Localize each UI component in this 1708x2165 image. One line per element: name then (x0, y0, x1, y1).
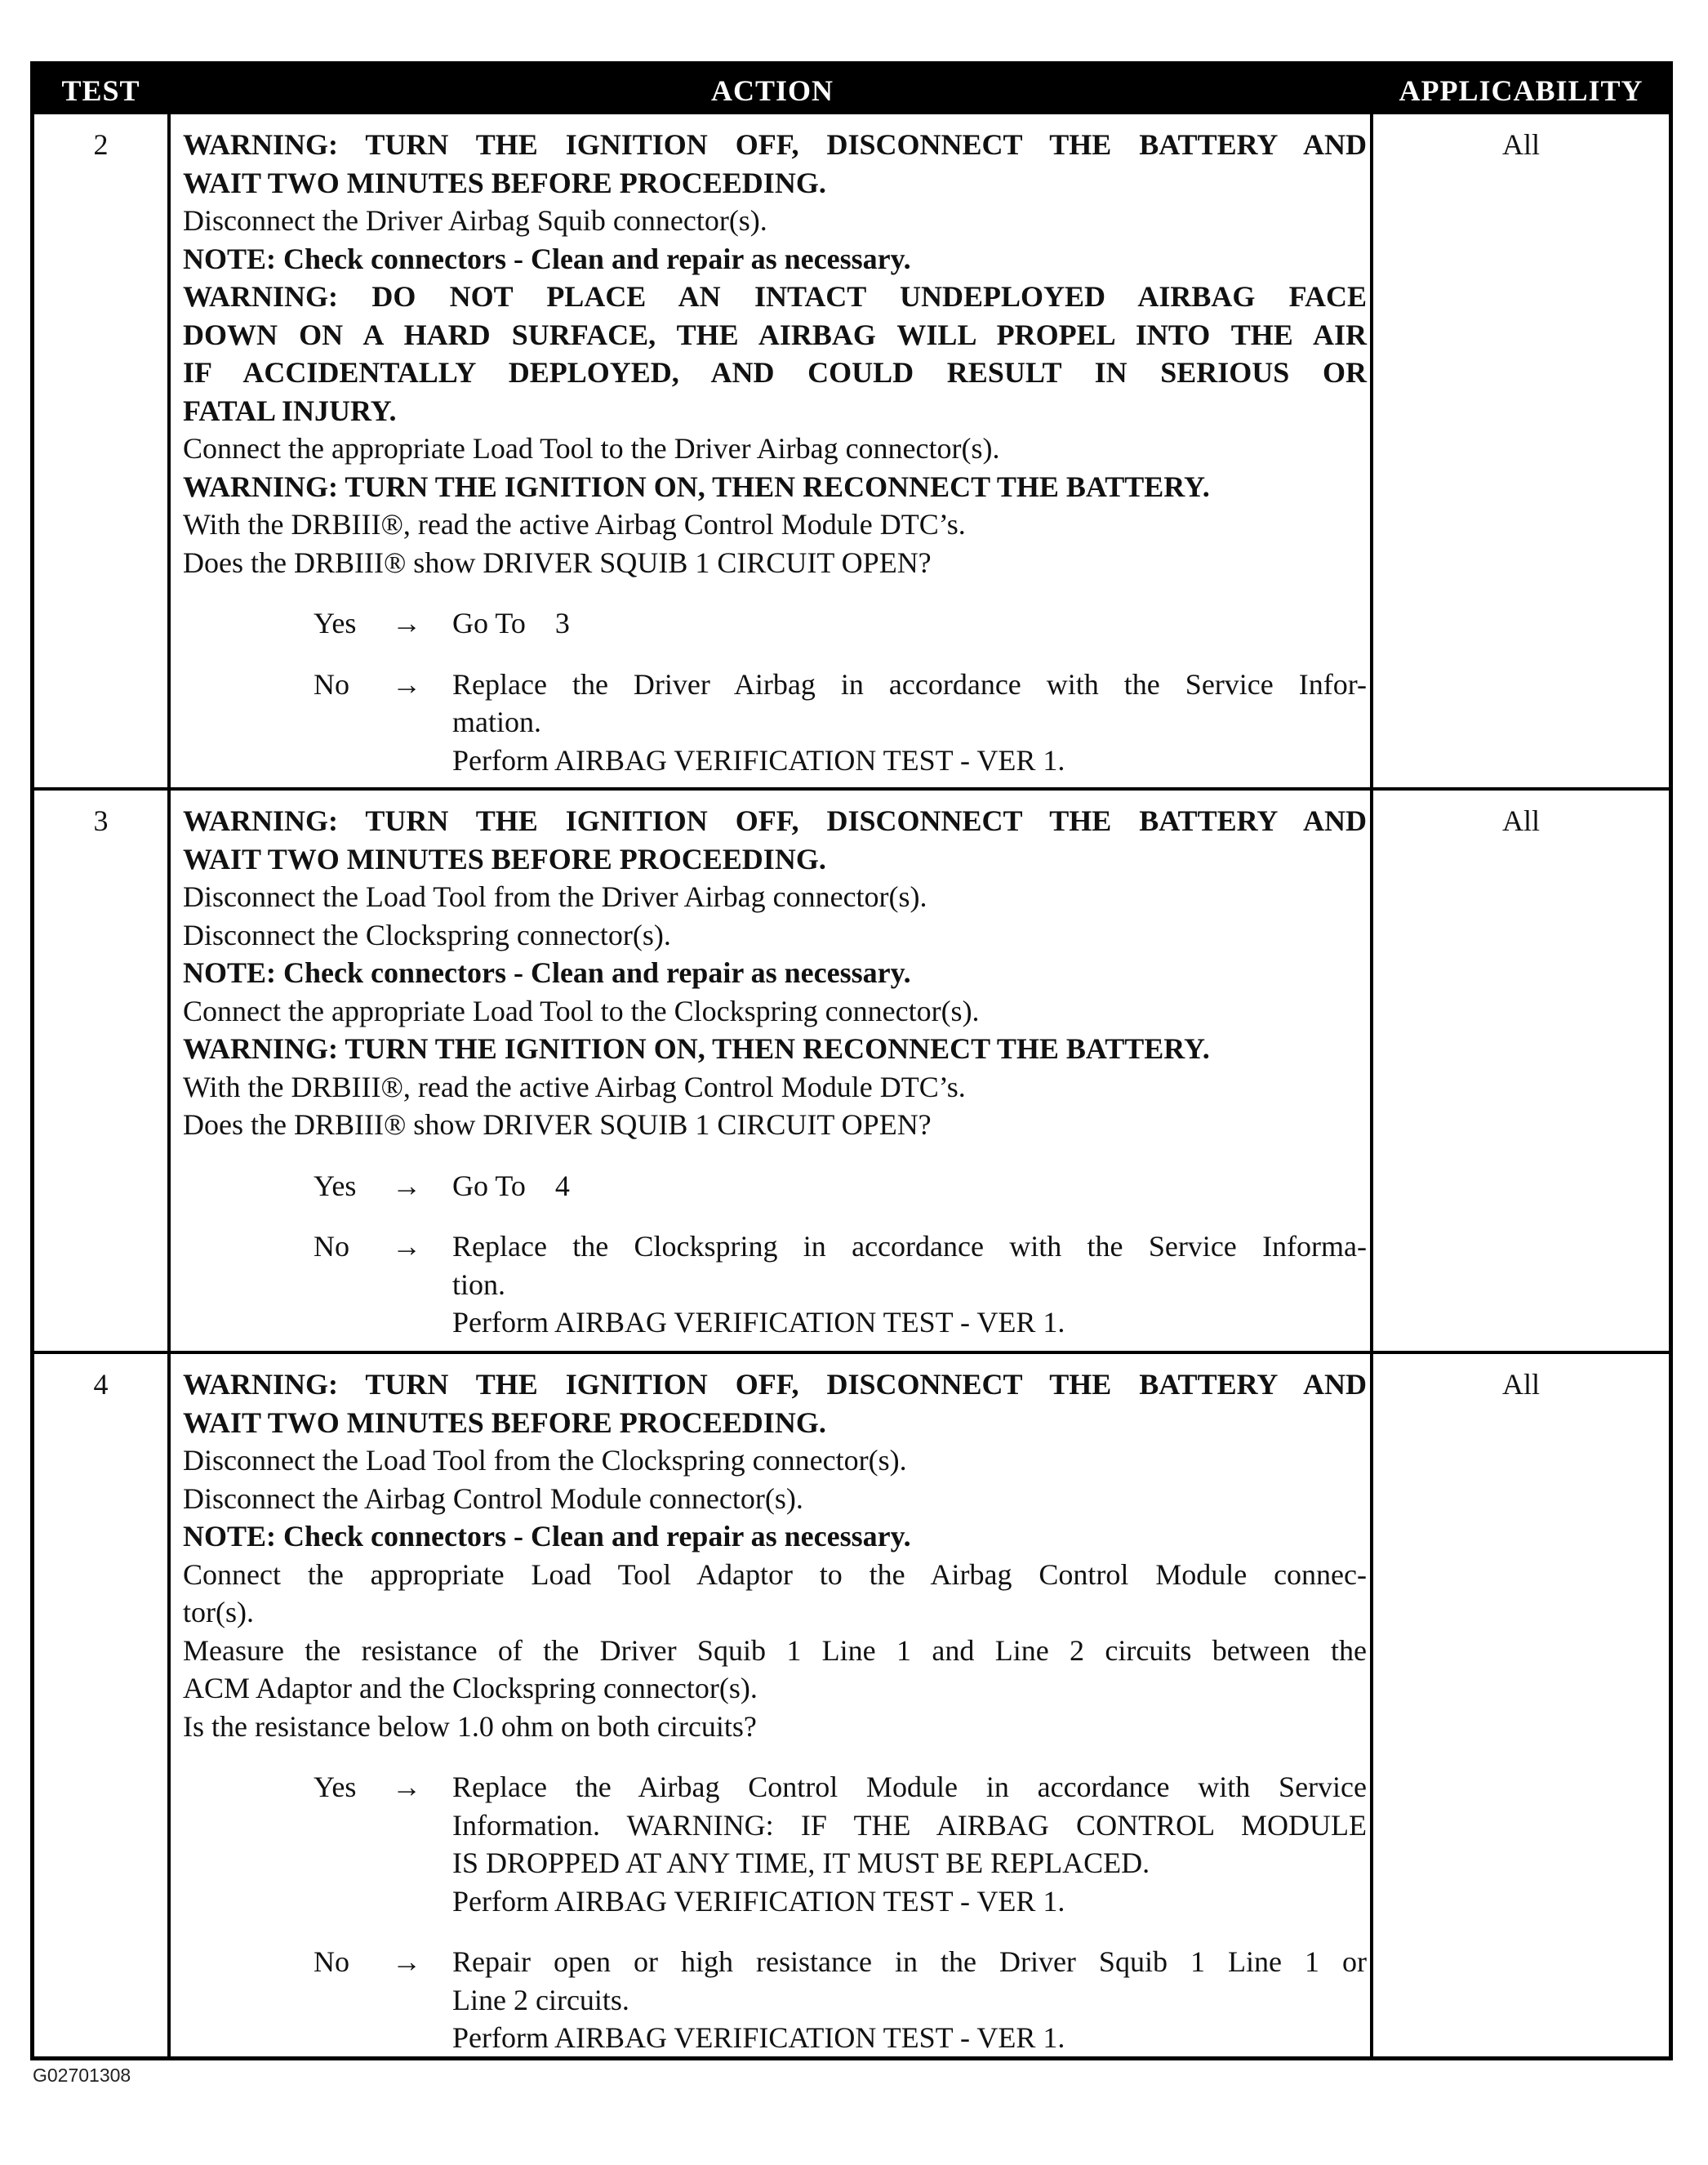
applicability-value: All (1501, 1368, 1540, 1401)
arrow-right-icon: → (392, 1771, 421, 1803)
no-action-line: tion. (452, 1267, 506, 1301)
diagnostic-table (30, 61, 1673, 2060)
action-line: Measure the resistance of the Driver Squib 1 Line 1 and Line 2 circuits between the (183, 1633, 1367, 1667)
action-line: Disconnect the Airbag Control Module connector(s). (183, 1481, 803, 1515)
yes-branch (183, 1768, 1367, 1920)
table-row (34, 114, 1669, 787)
yes-branch (183, 1167, 1367, 1205)
action-line: WARNING: TURN THE IGNITION OFF, DISCONNECT THE BATTERY AND (183, 128, 1367, 161)
action-line: Connect the appropriate Load Tool Adaptor to the Airbag Control Module connec- (183, 1557, 1367, 1591)
yes-action: Go To 4 (452, 1169, 570, 1202)
no-action-line: Perform AIRBAG VERIFICATION TEST - VER 1. (452, 1306, 1065, 1339)
action-cell (183, 126, 1367, 779)
yes-label: Yes (314, 1771, 357, 1803)
applicability-value: All (1501, 804, 1540, 837)
yes-branch (183, 604, 1367, 643)
yes-label: Yes (314, 607, 357, 639)
yes-action-line: IS DROPPED AT ANY TIME, IT MUST BE REPLACED. (452, 1846, 1150, 1879)
action-line: NOTE: Check connectors - Clean and repair as necessary. (183, 1520, 911, 1552)
action-line: Connect the appropriate Load Tool to the Driver Airbag connector(s). (183, 432, 1000, 465)
arrow-right-icon: → (392, 607, 421, 639)
action-line: NOTE: Check connectors - Clean and repair as necessary. (183, 242, 911, 275)
no-branch (183, 1227, 1367, 1342)
action-line: Connect the appropriate Load Tool to the Clockspring connector(s). (183, 994, 980, 1027)
action-line: ACM Adaptor and the Clockspring connector(s). (183, 1672, 758, 1704)
action-line: WAIT TWO MINUTES BEFORE PROCEEDING. (183, 842, 826, 875)
action-line: WARNING: TURN THE IGNITION ON, THEN RECONNECT THE BATTERY. (183, 1032, 1210, 1065)
action-line: WAIT TWO MINUTES BEFORE PROCEEDING. (183, 1405, 826, 1439)
test-number: 3 (93, 804, 109, 837)
action-cell (183, 802, 1367, 1342)
action-line: WARNING: TURN THE IGNITION OFF, DISCONNECT THE BATTERY AND (183, 1368, 1367, 1401)
action-line: WARNING: TURN THE IGNITION ON, THEN RECONNECT THE BATTERY. (183, 470, 1210, 503)
action-line: DOWN ON A HARD SURFACE, THE AIRBAG WILL PROPEL INTO THE AIR (183, 318, 1367, 351)
table-header (34, 65, 1669, 114)
no-label: No (314, 1230, 349, 1263)
action-line: Does the DRBIII® show DRIVER SQUIB 1 CIRCUIT OPEN? (183, 546, 932, 579)
no-branch (183, 666, 1367, 780)
action-line: Disconnect the Load Tool from the Driver Airbag connector(s). (183, 880, 927, 913)
action-cell (183, 1365, 1367, 2057)
no-action-line: Repair open or high resistance in the Driver Squib 1 Line 1 or (452, 1945, 1367, 1978)
header-applicability: APPLICABILITY (1399, 74, 1644, 107)
yes-action: Go To 3 (452, 607, 570, 639)
action-line: With the DRBIII®, read the active Airbag Control Module DTC’s. (183, 508, 966, 541)
action-line: Disconnect the Load Tool from the Clockspring connector(s). (183, 1444, 907, 1477)
no-label: No (314, 667, 349, 701)
applicability-value: All (1501, 128, 1540, 161)
no-action-line: Line 2 circuits. (452, 1983, 629, 2016)
table-row (34, 791, 1669, 1351)
action-line: tor(s). (183, 1596, 254, 1628)
arrow-right-icon: → (392, 1945, 421, 1978)
arrow-right-icon: → (392, 667, 421, 701)
yes-label: Yes (314, 1169, 357, 1202)
action-line: IF ACCIDENTALLY DEPLOYED, AND COULD RESULT IN SERIOUS OR (183, 356, 1367, 389)
test-number: 4 (93, 1368, 109, 1401)
yes-action-line: Information. WARNING: IF THE AIRBAG CONTROL MODULE (452, 1808, 1367, 1842)
arrow-right-icon: → (392, 1169, 421, 1202)
no-action-line: Perform AIRBAG VERIFICATION TEST - VER 1. (452, 743, 1065, 777)
action-line: WARNING: DO NOT PLACE AN INTACT UNDEPLOYED AIRBAG FACE (183, 280, 1367, 313)
no-label: No (314, 1945, 349, 1978)
action-line: Is the resistance below 1.0 ohm on both circuits? (183, 1709, 757, 1743)
action-line: Disconnect the Driver Airbag Squib connector(s). (183, 204, 767, 237)
table-row (34, 1354, 1669, 2056)
yes-action-line: Perform AIRBAG VERIFICATION TEST - VER 1. (452, 1884, 1065, 1918)
header-action: ACTION (710, 74, 834, 107)
no-branch (183, 1943, 1367, 2057)
test-number: 2 (93, 128, 109, 161)
action-line: Does the DRBIII® show DRIVER SQUIB 1 CIRCUIT OPEN? (183, 1108, 932, 1141)
action-line: FATAL INJURY. (183, 394, 397, 427)
arrow-right-icon: → (392, 1230, 421, 1263)
action-line: With the DRBIII®, read the active Airbag Control Module DTC’s. (183, 1070, 966, 1103)
action-line: WAIT TWO MINUTES BEFORE PROCEEDING. (183, 166, 826, 199)
yes-action-line: Replace the Airbag Control Module in accordance with Service (452, 1771, 1367, 1803)
no-action-line: mation. (452, 706, 541, 738)
action-line: Disconnect the Clockspring connector(s). (183, 918, 671, 951)
header-test: TEST (61, 74, 140, 107)
action-line: NOTE: Check connectors - Clean and repair as necessary. (183, 956, 911, 989)
no-action-line: Replace the Driver Airbag in accordance with the Service Infor- (452, 667, 1367, 701)
no-action-line: Perform AIRBAG VERIFICATION TEST - VER 1. (452, 2021, 1065, 2054)
figure-id: G02701308 (33, 2065, 131, 2086)
action-line: WARNING: TURN THE IGNITION OFF, DISCONNECT THE BATTERY AND (183, 804, 1367, 837)
no-action-line: Replace the Clockspring in accordance with the Service Informa- (452, 1230, 1367, 1263)
